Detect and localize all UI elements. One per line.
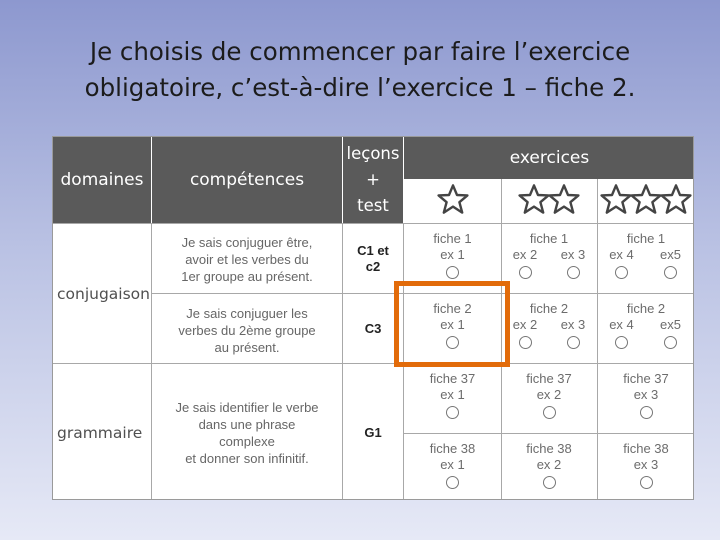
fiche-label: fiche 1 [433, 231, 472, 246]
lecon-c1-c2: C1 et c2 [357, 243, 389, 274]
fiche-label: fiche 1 [626, 231, 666, 246]
fiche-label: fiche 37 [526, 371, 572, 386]
exercise-label: ex 1 [440, 387, 465, 402]
competence-1: Je sais conjuguer être, avoir et les verbes du 1er groupe au présent. [181, 235, 313, 284]
exercise-label: ex 3 [633, 457, 659, 472]
header-lecons: leçons + test [343, 137, 403, 223]
exercise-item[interactable] [549, 247, 597, 283]
fiche-label: fiche 37 [623, 371, 669, 386]
lecon-g1: G1 [364, 425, 382, 440]
exercise-checkbox[interactable] [549, 336, 597, 353]
title-line-1: Je choisis de commencer par faire l’exercice [89, 37, 631, 66]
selected-exercise-highlight [394, 281, 510, 367]
exercise-label: ex 2 [536, 387, 562, 402]
exercise-checkbox[interactable] [404, 476, 501, 493]
exercise-item[interactable] [549, 317, 597, 353]
row-divider [404, 433, 694, 434]
fiche-label: fiche 37 [429, 371, 476, 386]
domain-conjugaison: conjugaison [57, 285, 150, 303]
exercise-checkbox[interactable] [404, 406, 501, 423]
exercise-item[interactable] [404, 387, 501, 423]
fiche-label: fiche 38 [623, 441, 669, 456]
exercise-checkbox[interactable] [597, 476, 694, 493]
exercise-checkbox[interactable] [549, 266, 597, 283]
exercise-checkbox[interactable] [501, 406, 597, 423]
exercise-item[interactable] [646, 247, 694, 283]
exercise-item[interactable] [597, 317, 646, 353]
star-icon [660, 183, 692, 215]
exercise-checkbox[interactable] [597, 406, 694, 423]
exercise-checkbox[interactable] [597, 336, 646, 353]
exercise-label: ex 3 [560, 317, 586, 332]
fiche-label: fiche 2 [529, 301, 569, 316]
competence-3: Je sais identifier le verbe dans une phrase complexe et donner son infinitif. [175, 400, 319, 466]
exercise-label: ex 4 [609, 247, 634, 262]
fiche-label: fiche 38 [526, 441, 572, 456]
exercise-item[interactable] [501, 457, 597, 493]
exercise-label: ex5 [660, 317, 681, 332]
fiche-label: fiche 1 [529, 231, 569, 246]
competence-2: Je sais conjuguer les verbes du 2ème groupe au présent. [178, 306, 316, 355]
exercise-item[interactable] [501, 247, 549, 283]
exercise-label: ex 2 [512, 317, 538, 332]
lecon-c3: C3 [364, 321, 382, 336]
exercise-label: ex 3 [633, 387, 659, 402]
exercise-item[interactable] [646, 317, 694, 353]
exercise-item[interactable] [404, 247, 501, 283]
exercise-item[interactable] [501, 387, 597, 423]
header-domaines: domaines [53, 137, 151, 223]
exercise-label: ex 1 [440, 317, 465, 332]
exercise-table [52, 136, 694, 500]
title-line-2: obligatoire, c’est-à-dire l’exercice 1 – fiche 2. [84, 73, 636, 102]
slide-title [0, 34, 720, 106]
exercise-checkbox[interactable] [597, 266, 646, 283]
fiche-label: fiche 2 [626, 301, 666, 316]
exercise-label: ex 1 [440, 457, 465, 472]
fiche-label: fiche 38 [429, 441, 476, 456]
exercise-checkbox[interactable] [646, 336, 694, 353]
exercise-item[interactable] [404, 457, 501, 493]
exercise-label: ex 2 [512, 247, 538, 262]
exercise-label: ex 3 [560, 247, 586, 262]
header-competences: compétences [152, 137, 342, 223]
fiche-label: fiche 2 [433, 301, 472, 316]
star-icon [548, 183, 580, 215]
star-icon [518, 183, 550, 215]
exercise-checkbox[interactable] [646, 266, 694, 283]
header-exercices: exercices [404, 137, 694, 179]
exercise-label: ex 4 [609, 317, 634, 332]
domain-grammaire: grammaire [57, 424, 143, 442]
exercise-item[interactable] [597, 457, 694, 493]
star-icon [630, 183, 662, 215]
star-icon [437, 183, 469, 215]
exercise-label: ex 1 [440, 247, 465, 262]
exercise-label: ex 2 [536, 457, 562, 472]
star-icon [600, 183, 632, 215]
exercise-item[interactable] [597, 247, 646, 283]
row-divider [53, 223, 694, 224]
exercise-label: ex5 [660, 247, 681, 262]
row-divider [53, 363, 694, 364]
exercise-checkbox[interactable] [501, 476, 597, 493]
exercise-item[interactable] [597, 387, 694, 423]
